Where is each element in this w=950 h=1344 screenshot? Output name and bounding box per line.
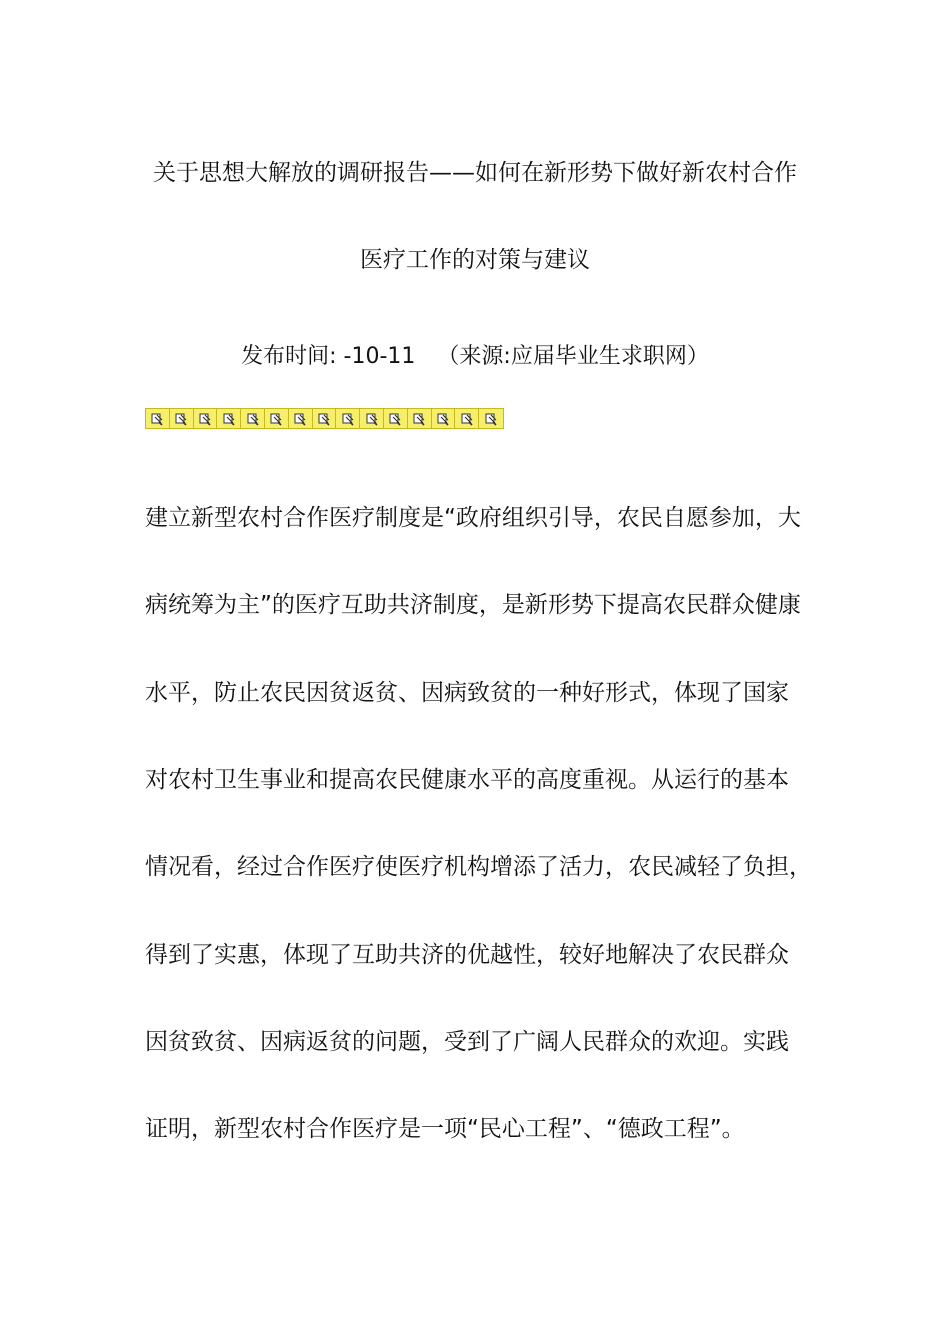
broken-image-icon — [384, 409, 408, 428]
paragraph-line: 病统筹为主”的医疗互助共济制度，是新形势下提高农民群众健康 — [145, 592, 801, 619]
paragraph-line: 建立新型农村合作医疗制度是“政府组织引导，农民自愿参加，大 — [145, 505, 801, 531]
paragraph-line: 证明，新型农村合作医疗是一项“民心工程”、“德政工程”。 — [145, 1116, 745, 1143]
broken-image-icon — [336, 409, 360, 428]
broken-image-icon — [360, 409, 384, 428]
broken-image-icon — [146, 409, 170, 428]
broken-image-icon — [194, 409, 218, 428]
broken-image-icon — [289, 409, 313, 428]
publish-info — [0, 342, 950, 372]
title-line-1: 关于思想大解放的调研报告——如何在新形势下做好新农村合作 — [153, 160, 797, 186]
paragraph-line: 对农村卫生事业和提高农民健康水平的高度重视。从运行的基本 — [145, 766, 789, 793]
broken-image-icon — [313, 409, 337, 428]
broken-image-icon — [170, 409, 194, 428]
broken-image-icon — [408, 409, 432, 428]
broken-image-icon — [241, 409, 265, 428]
broken-image-icon — [217, 409, 241, 428]
broken-image-icon — [265, 409, 289, 428]
broken-image-icon — [479, 409, 503, 428]
broken-image-strip — [145, 408, 504, 429]
broken-image-icon — [432, 409, 456, 428]
paragraph-line: 水平，防止农民因贫返贫、因病致贫的一种好形式，体现了国家 — [145, 679, 789, 706]
paragraph-line: 因贫致贫、因病返贫的问题，受到了广阔人民群众的欢迎。实践 — [145, 1028, 789, 1055]
broken-image-icon — [455, 409, 479, 428]
title-line-2: 医疗工作的对策与建议 — [360, 247, 590, 273]
source-label: （来源:应届毕业生求职网） — [437, 344, 709, 369]
publish-date: 发布时间: -10-11 — [241, 344, 416, 369]
paragraph-line: 得到了实惠，体现了互助共济的优越性，较好地解决了农民群众 — [145, 941, 789, 968]
paragraph-line: 情况看，经过合作医疗使医疗机构增添了活力，农民减轻了负担， — [145, 854, 812, 881]
